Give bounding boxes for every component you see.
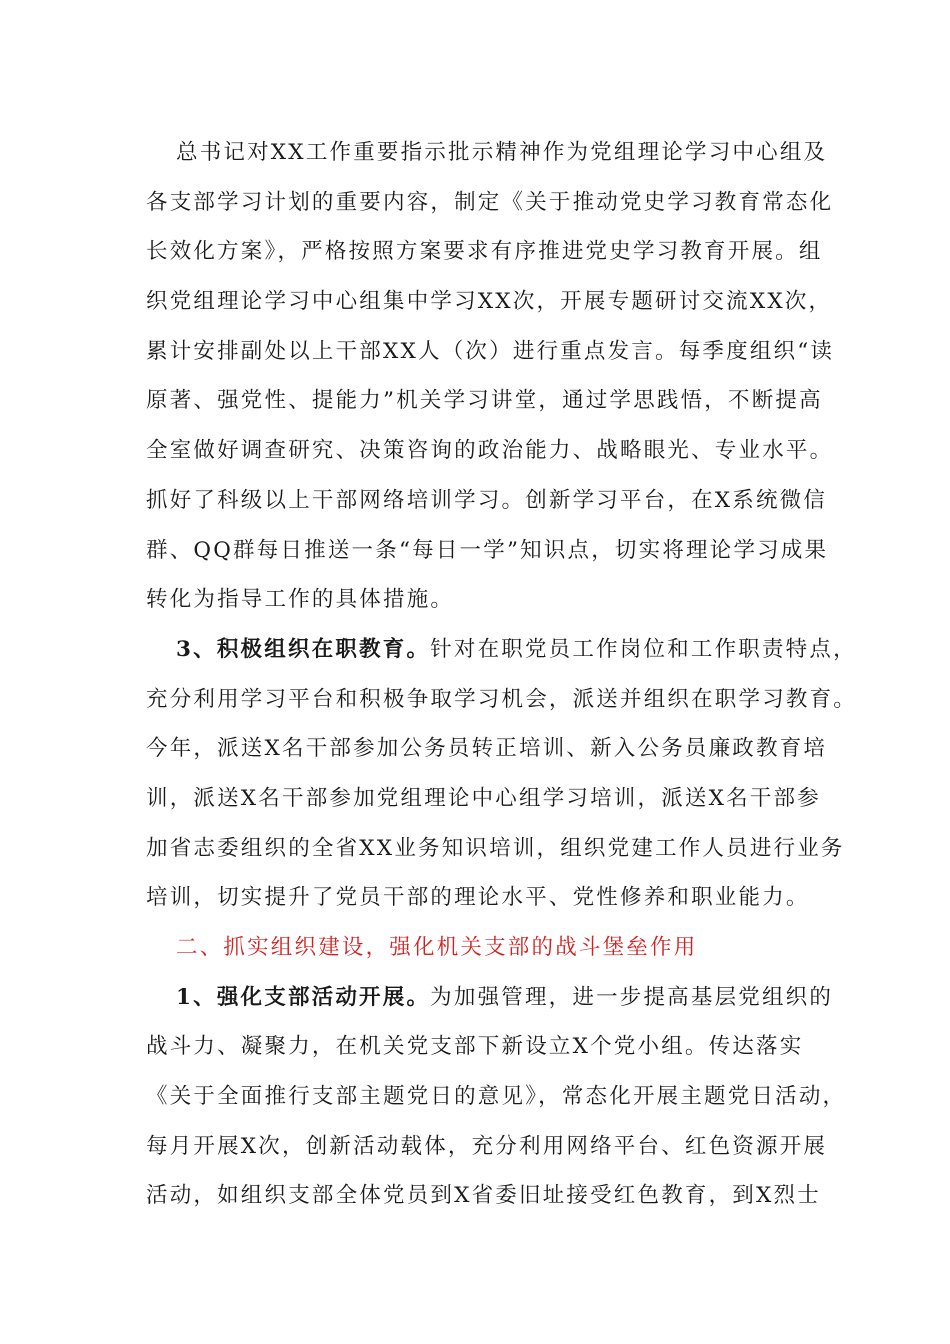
- text-line: 活动，如组织支部全体党员到X省委旧址接受红色教育，到X烈士: [146, 1183, 821, 1209]
- text-line: 充分利用学习平台和积极争取学习机会，派送并组织在职学习教育。: [146, 686, 858, 712]
- text-line: 长效化方案》，严格按照方案要求有序推进党史学习教育开展。组: [146, 239, 823, 265]
- text-line: 战斗力、凝聚力，在机关党支部下新设立X个党小组。传达落实: [146, 1034, 804, 1060]
- text-line: 全室做好调查研究、决策咨询的政治能力、战略眼光、专业水平。: [146, 438, 834, 464]
- text-run: 为加强管理，进一步提高基层党组织的: [430, 984, 834, 1010]
- paragraph-2: [146, 625, 858, 923]
- text-line: 群、QQ群每日推送一条“每日一学”知识点，切实将理论学习成果: [146, 537, 829, 563]
- text-line: 抓好了科级以上干部网络培训学习。创新学习平台，在X系统微信: [146, 487, 828, 513]
- text-line: 今年，派送X名干部参加公务员转正培训、新入公务员廉政教育培: [146, 736, 828, 762]
- text-line: 培训，切实提升了党员干部的理论水平、党性修养和职业能力。: [146, 885, 810, 911]
- document-body: [146, 128, 858, 1221]
- text-line: 加省志委组织的全省XX业务知识培训，组织党建工作人员进行业务: [146, 835, 845, 861]
- text-line: 原著、强党性、提能力”机关学习讲堂，通过学思践悟，不断提高: [146, 388, 823, 414]
- text-line: 《关于全面推行支部主题党日的意见》，常态化开展主题党日活动，: [146, 1084, 847, 1110]
- text-line: 训，派送X名干部参加党组理论中心组学习培训，派送X名干部参: [146, 785, 821, 811]
- section-heading: 二、抓实组织建设，强化机关支部的战斗堡垒作用: [176, 935, 698, 960]
- text-run: 针对在职党员工作岗位和工作职责特点，: [430, 636, 857, 662]
- text-line: [146, 625, 857, 675]
- paragraph-3: [146, 973, 847, 1221]
- text-line: [146, 973, 834, 1023]
- text-line: 每月开展X次，创新活动载体，充分利用网络平台、红色资源开展: [146, 1133, 828, 1159]
- text-line: 累计安排副处以上干部XX人（次）进行重点发言。每季度组织“读: [146, 338, 835, 364]
- text-line: 总书记对XX工作重要指示批示精神作为党组理论学习中心组及: [176, 140, 828, 165]
- text-line: 织党组理论学习中心组集中学习XX次，开展专题研讨交流XX次，: [146, 289, 833, 315]
- paragraph-heading: 3、积极组织在职教育。: [176, 636, 431, 662]
- paragraph-1: [146, 128, 835, 625]
- text-line: 各支部学习计划的重要内容，制定《关于推动党史学习教育常态化: [146, 189, 834, 215]
- text-line: 转化为指导工作的具体措施。: [146, 587, 455, 613]
- paragraph-heading: 1、强化支部活动开展。: [176, 984, 431, 1010]
